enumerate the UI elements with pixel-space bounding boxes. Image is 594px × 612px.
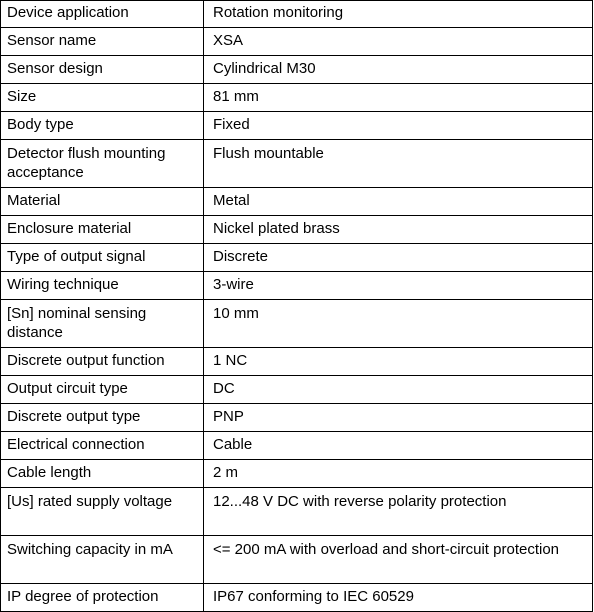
spec-value: 12...48 V DC with reverse polarity protection	[204, 488, 593, 536]
spec-label: Wiring technique	[1, 272, 204, 300]
spec-label: Type of output signal	[1, 244, 204, 272]
spec-value: Cable	[204, 432, 593, 460]
spec-row-output-function	[1, 348, 593, 376]
spec-value: DC	[204, 376, 593, 404]
spec-label: Material	[1, 188, 204, 216]
spec-label: Output circuit type	[1, 376, 204, 404]
spec-row-supply-voltage	[1, 488, 593, 536]
spec-value: Nickel plated brass	[204, 216, 593, 244]
spec-row-output-type	[1, 404, 593, 432]
spec-label: Sensor design	[1, 56, 204, 84]
spec-value: Flush mountable	[204, 140, 593, 188]
spec-label: Cable length	[1, 460, 204, 488]
spec-label: Discrete output function	[1, 348, 204, 376]
spec-value: 10 mm	[204, 300, 593, 348]
spec-row-cable-length	[1, 460, 593, 488]
spec-label: [Sn] nominal sensing distance	[1, 300, 204, 348]
spec-value: 1 NC	[204, 348, 593, 376]
spec-label: Enclosure material	[1, 216, 204, 244]
spec-row-sensor-name	[1, 28, 593, 56]
spec-value: <= 200 mA with overload and short-circuit protection	[204, 536, 593, 584]
spec-row-ip-protection	[1, 584, 593, 612]
spec-value: XSA	[204, 28, 593, 56]
spec-row-wiring-technique	[1, 272, 593, 300]
spec-row-body-type	[1, 112, 593, 140]
spec-label: Switching capacity in mA	[1, 536, 204, 584]
spec-row-electrical-connection	[1, 432, 593, 460]
spec-label: Detector flush mounting acceptance	[1, 140, 204, 188]
spec-value: Metal	[204, 188, 593, 216]
spec-value: Discrete	[204, 244, 593, 272]
spec-row-switching-capacity	[1, 536, 593, 584]
spec-table-body	[1, 1, 593, 612]
spec-label: Device application	[1, 1, 204, 28]
spec-row-device-application	[1, 1, 593, 28]
spec-row-output-circuit-type	[1, 376, 593, 404]
spec-value: 3-wire	[204, 272, 593, 300]
spec-label: Body type	[1, 112, 204, 140]
spec-value: PNP	[204, 404, 593, 432]
spec-value: 2 m	[204, 460, 593, 488]
spec-label: Size	[1, 84, 204, 112]
spec-value: Cylindrical M30	[204, 56, 593, 84]
spec-label: Sensor name	[1, 28, 204, 56]
spec-row-material	[1, 188, 593, 216]
spec-row-flush-mounting	[1, 140, 593, 188]
spec-value: IP67 conforming to IEC 60529	[204, 584, 593, 612]
spec-row-enclosure-material	[1, 216, 593, 244]
spec-label: [Us] rated supply voltage	[1, 488, 204, 536]
spec-value: Fixed	[204, 112, 593, 140]
spec-label: Discrete output type	[1, 404, 204, 432]
spec-value: 81 mm	[204, 84, 593, 112]
spec-label: Electrical connection	[1, 432, 204, 460]
spec-row-size	[1, 84, 593, 112]
spec-row-sensor-design	[1, 56, 593, 84]
spec-value: Rotation monitoring	[204, 1, 593, 28]
spec-row-output-signal	[1, 244, 593, 272]
spec-label: IP degree of protection	[1, 584, 204, 612]
spec-row-sensing-distance	[1, 300, 593, 348]
